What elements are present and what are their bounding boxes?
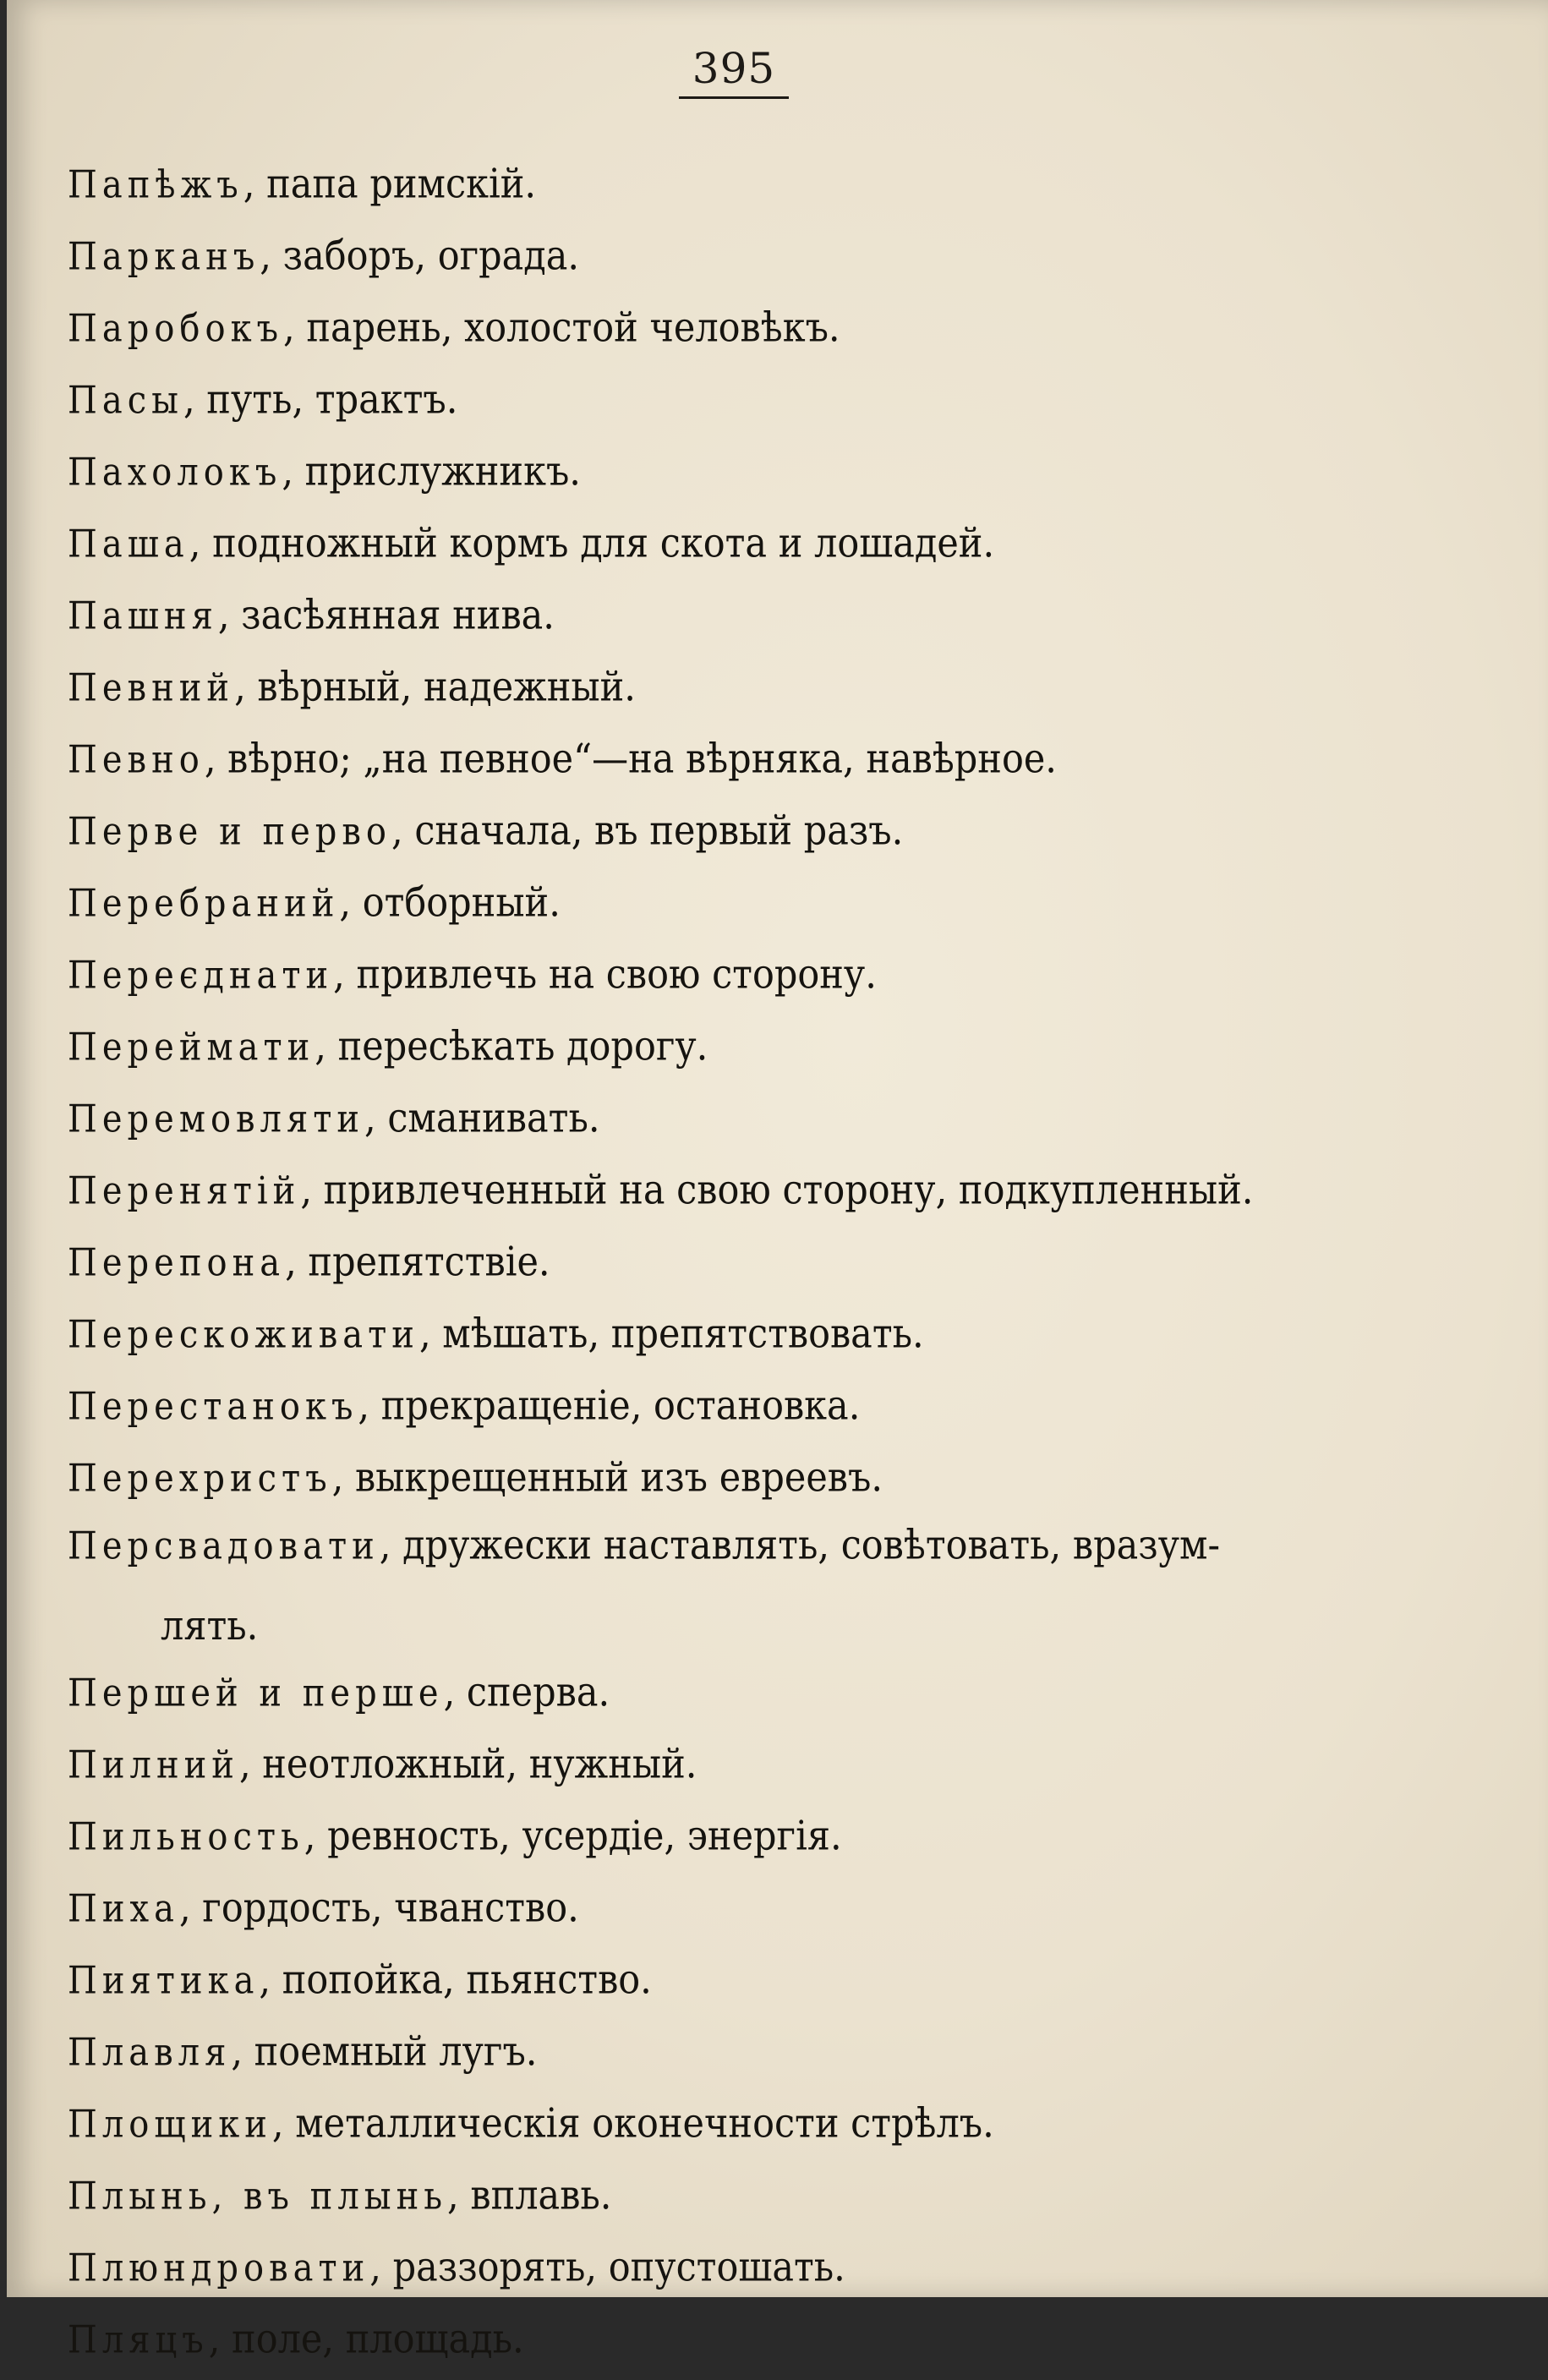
- entry-definition: , сманивать.: [364, 1094, 600, 1142]
- dictionary-entry: [68, 504, 1454, 584]
- book-page: [7, 0, 1548, 2363]
- dictionary-entry: [68, 2156, 1454, 2236]
- entry-headword: Плавля: [68, 2031, 232, 2075]
- dictionary-entry: [68, 432, 1454, 512]
- dictionary-entry: [68, 2228, 1454, 2308]
- entry-definition: , подножный кормъ для скота и лошадей.: [189, 519, 995, 567]
- entry-headword: Певний: [68, 666, 235, 710]
- dictionary-entry: [68, 1940, 1454, 2021]
- entry-definition: , привлеченный на свою сторону, подкупленный.: [300, 1166, 1254, 1214]
- dictionary-entry: [68, 216, 1454, 297]
- entry-continuation: лять.: [161, 1602, 259, 1650]
- entry-definition: , засѣянная нива.: [217, 591, 555, 639]
- entry-definition: , пересѣкать дорогу.: [315, 1022, 708, 1070]
- entry-definition: , мѣшать, препятствовать.: [418, 1310, 924, 1358]
- entry-headword: Пиятика: [68, 1959, 260, 2003]
- entry-definition: , дружески наставлять, совѣтовать, вразум-: [379, 1521, 1220, 1569]
- dictionary-entry: [68, 1151, 1454, 1231]
- dictionary-entry: [68, 1653, 1454, 1733]
- dictionary-entry: [68, 1868, 1454, 1949]
- entry-definition: , вѣрно; „на певное“—на вѣрняка, навѣрное.: [204, 735, 1057, 783]
- entry-headword: Парканъ: [68, 235, 260, 279]
- dictionary-entry: [68, 1797, 1454, 1877]
- entry-headword: Пильность: [68, 1815, 304, 1859]
- entry-headword: Перепона: [68, 1241, 286, 1285]
- entry-definition: , сперва.: [443, 1668, 610, 1716]
- dictionary-entry: [68, 2300, 1454, 2380]
- entry-headword: Паша: [68, 523, 189, 566]
- entry-headword: Перескоживати: [68, 1313, 419, 1357]
- entry-headword: Переєднати: [68, 954, 334, 998]
- entry-definition: , вѣрный, надежный.: [234, 663, 636, 711]
- entry-definition: , попойка, пьянство.: [259, 1956, 652, 2004]
- dictionary-entry: [68, 719, 1454, 800]
- entry-headword: Персвадовати: [68, 1524, 380, 1568]
- entry-definition: , прекращеніе, остановка.: [358, 1381, 861, 1430]
- entry-definition: , привлечь на свою сторону.: [333, 950, 877, 999]
- entry-headword: Площики: [68, 2103, 272, 2147]
- entry-headword: Першей и перше: [68, 1671, 444, 1715]
- dictionary-entry: [68, 1725, 1454, 1805]
- entry-headword: Папѣжъ: [68, 163, 243, 207]
- dictionary-entry: [68, 791, 1454, 872]
- dictionary-entry: [68, 360, 1454, 440]
- entry-headword: Перемовляти: [68, 1097, 364, 1141]
- entry-definition: , заборъ, ограда.: [260, 232, 580, 280]
- entry-headword: Перестанокъ: [68, 1385, 358, 1429]
- entry-headword: Плюндровати: [68, 2246, 370, 2290]
- entry-definition: , сначала, въ первый разъ.: [391, 807, 904, 855]
- dictionary-entry: [68, 1294, 1454, 1375]
- entry-headword: Перехристъ: [68, 1457, 332, 1501]
- entry-headword: Переймати: [68, 1026, 315, 1070]
- dictionary-entry: [68, 576, 1454, 656]
- entry-headword: Перве и перво: [68, 810, 391, 854]
- entry-definition: , раззорять, опустошать.: [369, 2243, 845, 2291]
- entry-headword: Плынь, въ плынь: [68, 2175, 448, 2219]
- entry-headword: Паробокъ: [68, 307, 284, 351]
- entry-headword: Перебраний: [68, 882, 340, 926]
- entry-definition: , поле, площадь.: [208, 2315, 524, 2363]
- entry-headword: Пасы: [68, 379, 183, 423]
- entry-definition: , гордость, чванство.: [178, 1884, 579, 1932]
- entry-definition: , путь, трактъ.: [183, 375, 458, 424]
- dictionary-entry: [68, 288, 1454, 369]
- dictionary-entries: [68, 149, 1454, 2376]
- entry-definition: , вплавь.: [447, 2171, 612, 2219]
- dictionary-entry: [68, 935, 1454, 1015]
- dictionary-entry: [68, 1007, 1454, 1087]
- entry-headword: Пилний: [68, 1743, 239, 1787]
- entry-definition: , прислужникъ.: [282, 447, 581, 495]
- entry-definition: , препятствіе.: [285, 1238, 550, 1286]
- dictionary-entry: [68, 1079, 1454, 1159]
- dictionary-entry: [68, 145, 1454, 225]
- entry-definition: , отборный.: [339, 878, 561, 927]
- dictionary-entry: [68, 1506, 1454, 1666]
- dictionary-entry: [68, 1366, 1454, 1447]
- page-number: 395: [679, 44, 789, 99]
- dictionary-entry: [68, 1223, 1454, 1303]
- entry-definition: , папа римскій.: [243, 160, 537, 208]
- dictionary-entry: [68, 2012, 1454, 2093]
- dictionary-entry: [68, 2084, 1454, 2164]
- entry-definition: , поемный лугъ.: [231, 2027, 538, 2076]
- dictionary-entry: [68, 863, 1454, 944]
- entry-definition: , выкрещенный изъ евреевъ.: [331, 1453, 883, 1502]
- entry-headword: Пляцъ: [68, 2318, 209, 2362]
- entry-headword: Перенятій: [68, 1169, 301, 1213]
- entry-definition: , ревность, усердіе, энергія.: [304, 1812, 842, 1860]
- entry-headword: Пахолокъ: [68, 451, 282, 495]
- dictionary-entry: [68, 648, 1454, 728]
- entry-headword: Певно: [68, 738, 205, 782]
- entry-headword: Пиха: [68, 1887, 179, 1931]
- entry-definition: , парень, холостой человѣкъ.: [283, 304, 840, 352]
- entry-definition: , металлическія оконечности стрѣлъ.: [271, 2099, 994, 2147]
- entry-definition: , неотложный, нужный.: [238, 1740, 697, 1788]
- entry-headword: Пашня: [68, 594, 218, 638]
